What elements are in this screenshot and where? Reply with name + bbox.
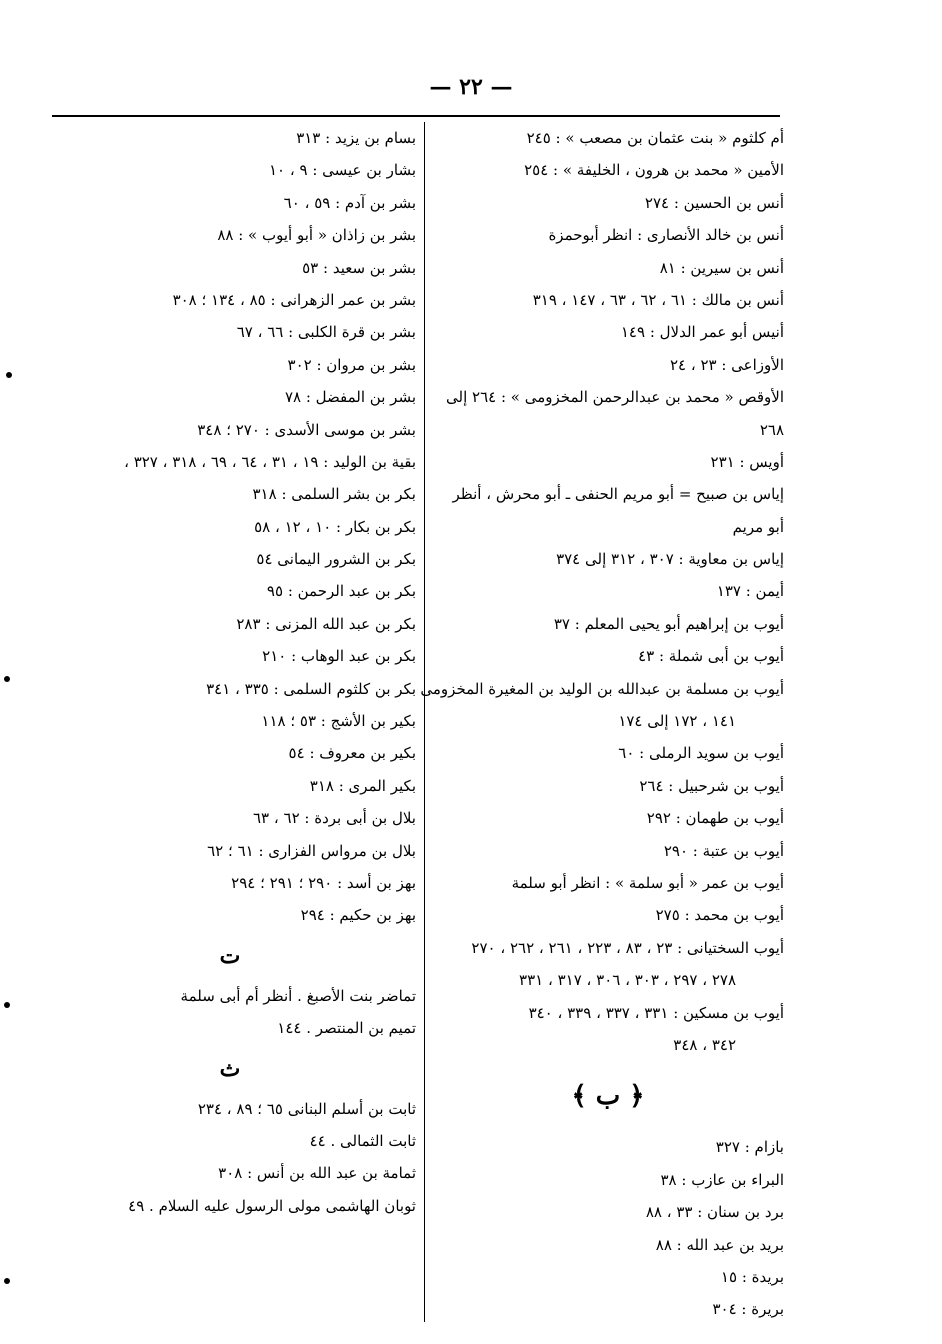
index-entry: أنيس أبو عمر الدلال : ١٤٩ xyxy=(620,323,784,342)
index-entry: بكر بن كلثوم السلمى : ٣٣٥ ، ٣٤١ xyxy=(206,679,416,698)
index-entry: الأوزاعى : ٢٣ ، ٢٤ xyxy=(669,355,784,374)
index-entry: ٣٤٢ ، ٣٤٨ xyxy=(673,1035,736,1054)
header-rule xyxy=(52,115,780,117)
index-entry: بشر بن قرة الكلبى : ٦٦ ، ٦٧ xyxy=(236,323,416,342)
index-entry: بشر بن مروان : ٣٠٢ xyxy=(287,355,416,374)
index-entry: بريدة : ١٥ xyxy=(720,1267,784,1286)
index-entry: أنس بن سيرين : ٨١ xyxy=(659,258,784,277)
index-entry: بكير المرى : ٣١٨ xyxy=(309,776,416,795)
index-entry: أويس : ٢٣١ xyxy=(710,452,784,471)
index-entry: بلال بن مرواس الفزارى : ٦١ ؛ ٦٢ xyxy=(207,841,416,860)
section-letter-heading xyxy=(44,932,416,980)
right-column xyxy=(420,122,784,1326)
index-entry: بشر بن زاذان « أبو أيوب » : ٨٨ xyxy=(217,226,416,245)
index-entry: أيوب بن محمد : ٢٧٥ xyxy=(655,906,784,925)
column-divider xyxy=(424,122,425,1322)
index-entry: بكير بن الأشج : ٥٣ ؛ ١١٨ xyxy=(261,712,416,731)
index-entry: بسام بن يزيد : ٣١٣ xyxy=(296,129,416,147)
index-entry: أيوب بن أبى شملة : ٤٣ xyxy=(638,647,784,666)
index-entry: بريرة : ٣٠٤ xyxy=(712,1300,784,1319)
index-entry: إياس بن معاوية : ٣٠٧ ، ٣١٢ إلى ٣٧٤ xyxy=(556,550,784,569)
index-entry: بكير بن معروف : ٥٤ xyxy=(288,744,416,763)
left-column xyxy=(44,122,416,1222)
index-entry: بهز بن حكيم : ٢٩٤ xyxy=(300,906,416,925)
index-entry: أنس بن خالد الأنصارى : انظر أبوحمزة xyxy=(548,226,784,245)
index-entry: أيوب بن شرحبيل : ٢٦٤ xyxy=(639,776,784,795)
index-entry: ١٤١ ، ١٧٢ إلى ١٧٤ xyxy=(618,712,736,731)
section-letter: ث xyxy=(219,1055,241,1082)
index-entry: البراء بن عازب : ٣٨ xyxy=(660,1170,784,1189)
index-entry: بشر بن موسى الأسدى : ٢٧٠ ؛ ٣٤٨ xyxy=(197,420,416,439)
index-entry: بشر بن سعيد : ٥٣ xyxy=(302,258,416,277)
index-entry: أيوب بن طهمان : ٢٩٢ xyxy=(646,809,784,828)
scan-mark xyxy=(4,1002,10,1008)
index-entry: بازام : ٣٢٧ xyxy=(715,1138,784,1157)
index-entry: أيوب بن سويد الرملى : ٦٠ xyxy=(618,744,784,763)
index-entry: بكر بن بشر السلمى : ٣١٨ xyxy=(252,485,416,504)
index-entry: برد بن سنان : ٣٣ ، ٨٨ xyxy=(645,1203,784,1222)
index-entry: ثوبان الهاشمى مولى الرسول عليه السلام . ٤٩ xyxy=(128,1196,416,1215)
index-entry: أيوب بن مسلمة بن عبدالله بن الوليد بن المغيرة المخزومى xyxy=(420,679,784,698)
page-number: — ٢٢ — xyxy=(429,74,513,100)
index-entry: ثمامة بن عبد الله بن أنس : ٣٠٨ xyxy=(218,1164,416,1183)
index-entry: بكر بن الشرور اليمانى ٥٤ xyxy=(256,550,416,569)
index-entry: الأمين « محمد بن هرون ، الخليفة » : ٢٥٤ xyxy=(524,161,784,180)
index-entry: أيوب بن عمر « أبو سلمة » : انظر أبو سلمة xyxy=(511,873,784,892)
index-entry: بشر بن المفضل : ٧٨ xyxy=(284,388,416,407)
scan-mark xyxy=(4,676,10,682)
scan-mark xyxy=(6,372,12,378)
index-entry: بكر بن عبد الوهاب : ٢١٠ xyxy=(262,647,416,666)
index-entry: أنس بن مالك : ٦١ ، ٦٢ ، ٦٣ ، ١٤٧ ، ٣١٩ xyxy=(532,290,784,309)
index-entry: أيمن : ١٣٧ xyxy=(716,582,784,601)
index-entry: بريد بن عبد الله : ٨٨ xyxy=(655,1235,784,1254)
section-letter: ﴿ ب ﴾ xyxy=(571,1081,645,1112)
index-entry: بكر بن بكار : ١٠ ، ١٢ ، ٥٨ xyxy=(254,517,416,536)
index-entry: أيوب بن مسكين : ٣٣١ ، ٣٣٧ ، ٣٣٩ ، ٣٤٠ xyxy=(528,1003,784,1022)
index-entry: بكر بن عبد الرحمن : ٩٥ xyxy=(266,582,416,601)
index-entry: ثابت الثمالى . ٤٤ xyxy=(309,1131,416,1150)
index-entry: بلال بن أبى بردة : ٦٢ ، ٦٣ xyxy=(253,809,416,828)
section-letter-heading xyxy=(44,1045,416,1093)
index-entry: أم كلثوم « بنت عثمان بن مصعب » : ٢٤٥ xyxy=(526,129,784,147)
index-entry: إياس بن صبيح = أبو مريم الحنفى ـ أبو محرش ، أنظر xyxy=(452,485,784,504)
index-entry: أيوب بن إبراهيم أبو يحيى المعلم : ٣٧ xyxy=(553,614,784,633)
index-entry: تميم بن المنتصر . ١٤٤ xyxy=(277,1019,416,1038)
index-entry: بشار بن عيسى : ٩ ، ١٠ xyxy=(268,161,416,180)
index-entry: بشر بن عمر الزهرانى : ٨٥ ، ١٣٤ ؛ ٣٠٨ xyxy=(172,290,416,309)
index-entry: بكر بن عبد الله المزنى : ٢٨٣ xyxy=(236,614,416,633)
index-entry: بقية بن الوليد : ١٩ ، ٣١ ، ٦٤ ، ٦٩ ، ٣١٨ ، ٣٢٧ ، xyxy=(124,452,416,471)
index-entry: أيوب بن عتبة : ٢٩٠ xyxy=(663,841,784,860)
scan-mark xyxy=(4,1278,10,1284)
index-entry: تماضر بنت الأصبغ . أنظر أم أبى سلمة xyxy=(180,986,416,1005)
index-entry: أيوب السختيانى : ٢٣ ، ٨٣ ، ٢٢٣ ، ٢٦١ ، ٢٦٢ ، ٢٧٠ xyxy=(471,938,784,957)
index-entry: ٢٦٨ xyxy=(759,420,784,439)
index-entry: بهز بن أسد : ٢٩٠ ؛ ٢٩١ ؛ ٢٩٤ xyxy=(231,873,416,892)
index-entry: أنس بن الحسين : ٢٧٤ xyxy=(644,193,784,212)
index-entry: أبو مريم xyxy=(732,517,784,536)
section-letter-heading xyxy=(432,1061,784,1131)
index-entry: الأوقص « محمد بن عبدالرحمن المخزومى » : ٢٦٤ إلى xyxy=(446,388,784,407)
index-entry: ٢٧٨ ، ٢٩٧ ، ٣٠٣ ، ٣٠٦ ، ٣١٧ ، ٣٣١ xyxy=(519,971,736,990)
index-entry: ثابت بن أسلم البنانى ٦٥ ؛ ٨٩ ، ٢٣٤ xyxy=(197,1099,416,1118)
index-entry: بشر بن آدم : ٥٩ ، ٦٠ xyxy=(283,193,416,212)
section-letter: ت xyxy=(219,942,241,969)
